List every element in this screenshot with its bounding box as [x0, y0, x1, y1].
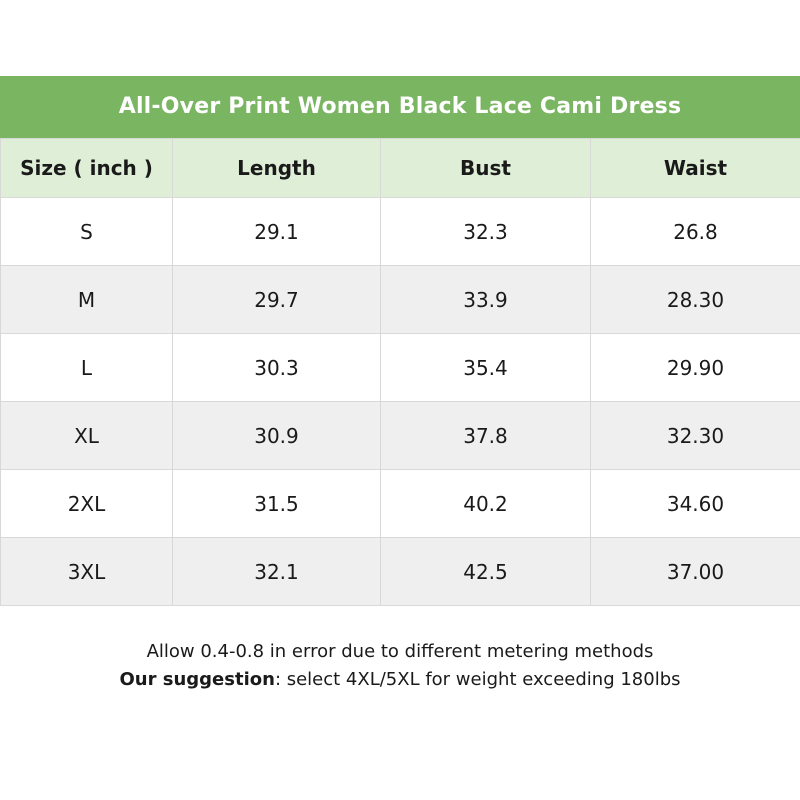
- cell-length: 32.1: [173, 538, 381, 606]
- chart-notes: [0, 606, 800, 694]
- cell-waist: 37.00: [591, 538, 800, 606]
- cell-bust: 37.8: [381, 402, 591, 470]
- table-body: [1, 198, 800, 606]
- table-header: [1, 139, 800, 198]
- note-suggestion-text: : select 4XL/5XL for weight exceeding 180lbs: [274, 669, 681, 690]
- cell-length: 29.7: [173, 266, 381, 334]
- size-chart: [0, 76, 800, 606]
- table-row: [1, 198, 800, 266]
- size-table: [0, 138, 800, 606]
- cell-length: 31.5: [173, 470, 381, 538]
- cell-length: 29.1: [173, 198, 381, 266]
- cell-waist: 29.90: [591, 334, 800, 402]
- column-header-length: Length: [173, 139, 381, 198]
- cell-bust: 33.9: [381, 266, 591, 334]
- column-header-bust: Bust: [381, 139, 591, 198]
- cell-bust: 40.2: [381, 470, 591, 538]
- cell-waist: 26.8: [591, 198, 800, 266]
- table-row: [1, 266, 800, 334]
- column-header-size: Size ( inch ): [1, 139, 173, 198]
- cell-bust: 32.3: [381, 198, 591, 266]
- top-spacer: [0, 0, 800, 76]
- cell-size: XL: [1, 402, 173, 470]
- cell-size: S: [1, 198, 173, 266]
- cell-waist: 28.30: [591, 266, 800, 334]
- cell-bust: 42.5: [381, 538, 591, 606]
- cell-waist: 34.60: [591, 470, 800, 538]
- cell-size: 2XL: [1, 470, 173, 538]
- cell-size: 3XL: [1, 538, 173, 606]
- bottom-spacer: [0, 694, 800, 800]
- table-row: [1, 334, 800, 402]
- note-suggestion-label: Our suggestion: [119, 669, 275, 690]
- note-error-tolerance: Allow 0.4-0.8 in error due to different metering methods: [146, 641, 654, 662]
- cell-waist: 32.30: [591, 402, 800, 470]
- table-row: [1, 538, 800, 606]
- cell-length: 30.9: [173, 402, 381, 470]
- cell-size: M: [1, 266, 173, 334]
- note-suggestion: [0, 666, 800, 694]
- column-header-waist: Waist: [591, 139, 800, 198]
- cell-bust: 35.4: [381, 334, 591, 402]
- cell-size: L: [1, 334, 173, 402]
- table-row: [1, 402, 800, 470]
- page-title: All-Over Print Women Black Lace Cami Dress: [0, 76, 800, 138]
- table-row: [1, 470, 800, 538]
- cell-length: 30.3: [173, 334, 381, 402]
- table-header-row: [1, 139, 800, 198]
